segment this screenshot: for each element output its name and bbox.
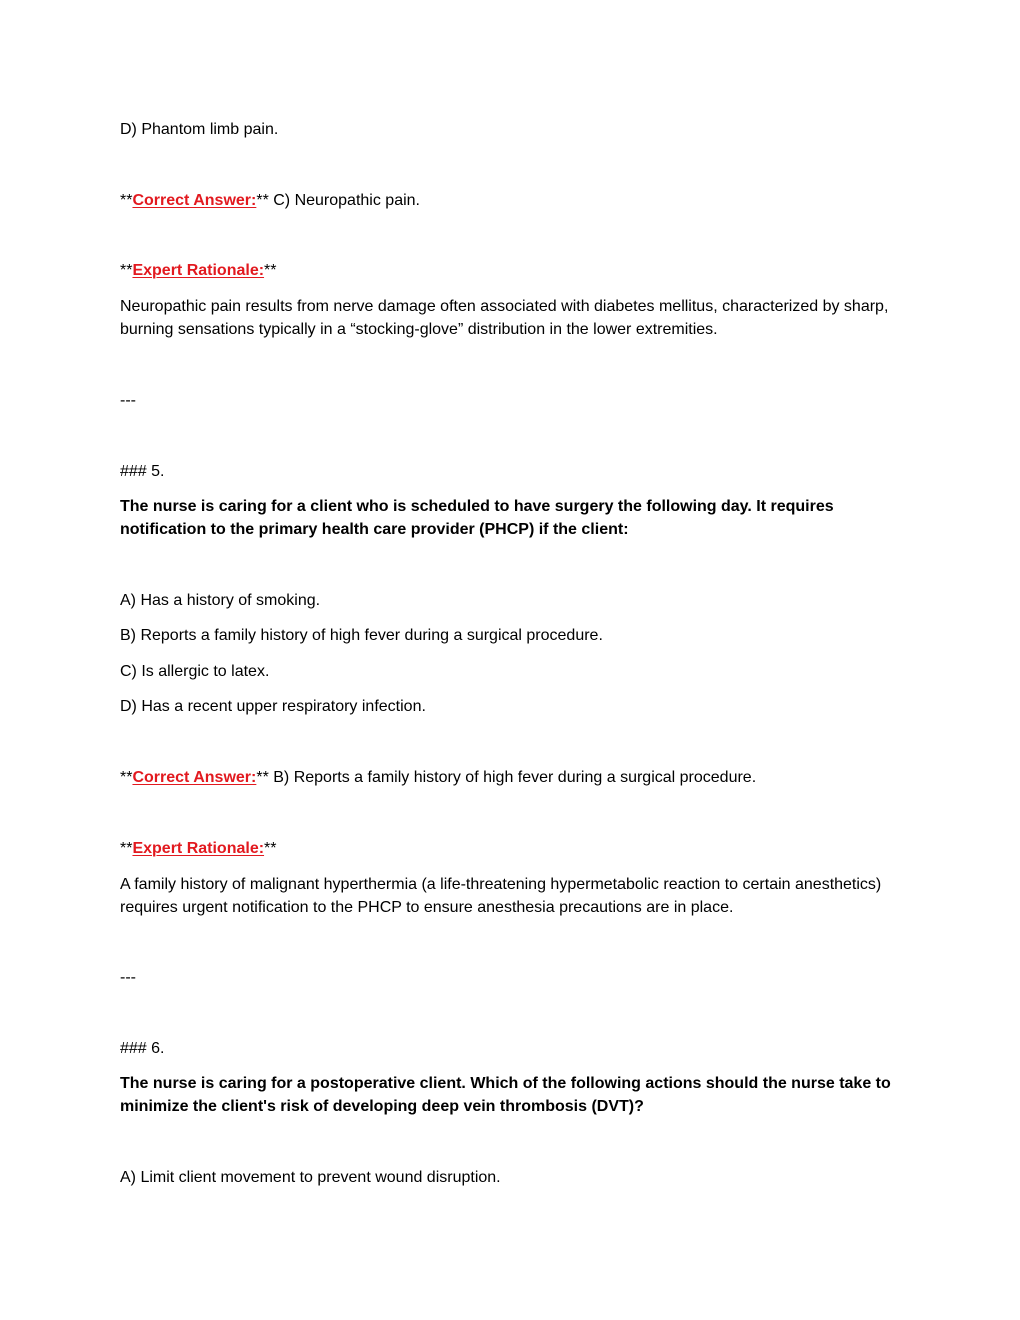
rationale-label: Expert Rationale: bbox=[132, 840, 265, 857]
bold-marker: ** bbox=[120, 769, 133, 786]
bold-marker: ** bbox=[120, 262, 133, 279]
option-a: A) Has a history of smoking. bbox=[120, 592, 321, 609]
bold-marker: ** bbox=[264, 262, 277, 279]
correct-answer-label: Correct Answer: bbox=[132, 769, 257, 786]
correct-answer-value: ** C) Neuropathic pain. bbox=[256, 192, 420, 209]
correct-answer-line bbox=[120, 189, 910, 212]
correct-answer-label: Correct Answer: bbox=[132, 192, 257, 209]
option-d: D) Phantom limb pain. bbox=[120, 121, 279, 138]
bold-marker: ** bbox=[120, 192, 133, 209]
question-text: The nurse is caring for a client who is scheduled to have surgery the following day. It requires notification to the primary health care provider (PHCP) if the client: bbox=[120, 498, 834, 538]
separator: --- bbox=[120, 392, 136, 409]
separator: --- bbox=[120, 969, 136, 986]
question-text: The nurse is caring for a postoperative client. Which of the following actions should the nurse take to minimize the client's risk of developing deep vein thrombosis (DVT)? bbox=[120, 1075, 891, 1115]
rationale-text: Neuropathic pain results from nerve damage often associated with diabetes mellitus, characterized by sharp, burning sensations typically in a “stocking-glove” distribution in the lower extremities. bbox=[120, 298, 889, 338]
question-heading: ### 6. bbox=[120, 1040, 165, 1057]
bold-marker: ** bbox=[120, 840, 133, 857]
rationale-text: A family history of malignant hyperthermia (a life-threatening hypermetabolic reaction to certain anesthetics) requires urgent notification to the PHCP to ensure anesthesia precautions are in place. bbox=[120, 876, 882, 916]
option-a: A) Limit client movement to prevent wound disruption. bbox=[120, 1169, 501, 1186]
rationale-label: Expert Rationale: bbox=[132, 262, 265, 279]
rationale-heading bbox=[120, 259, 910, 282]
correct-answer-line bbox=[120, 766, 910, 789]
correct-answer-value: ** B) Reports a family history of high fever during a surgical procedure. bbox=[256, 769, 757, 786]
bold-marker: ** bbox=[264, 840, 277, 857]
question-heading: ### 5. bbox=[120, 463, 165, 480]
rationale-heading bbox=[120, 837, 910, 860]
option-c: C) Is allergic to latex. bbox=[120, 663, 270, 680]
option-b: B) Reports a family history of high fever during a surgical procedure. bbox=[120, 627, 603, 644]
option-d: D) Has a recent upper respiratory infection. bbox=[120, 698, 426, 715]
